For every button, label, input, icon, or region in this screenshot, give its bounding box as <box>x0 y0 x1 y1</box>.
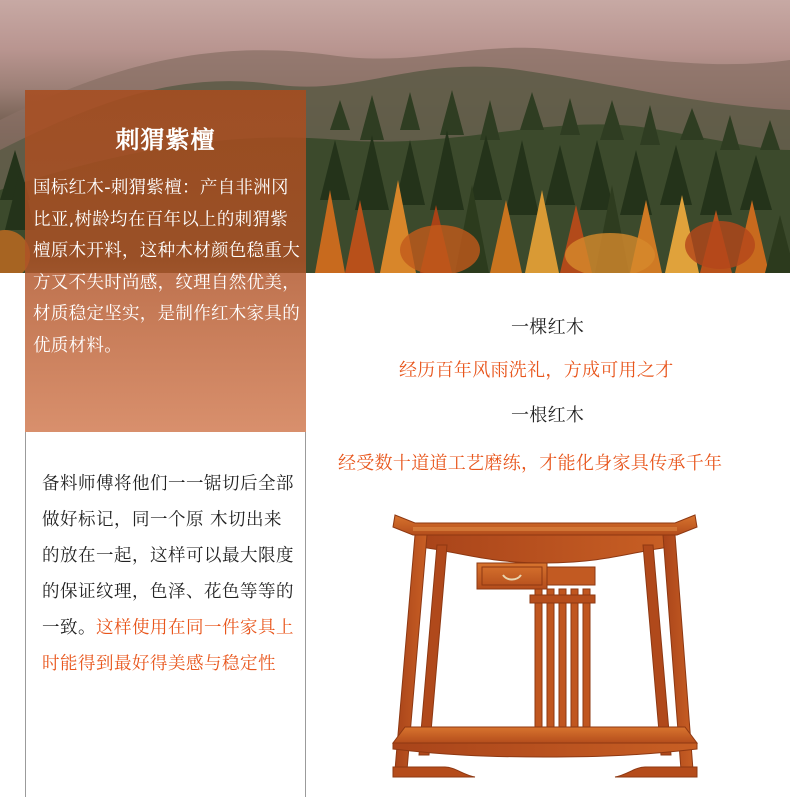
tagline-craft: 经受数十道道工艺磨练，才能化身家具传承千年 <box>338 453 723 474</box>
tagline-one-piece: 一根红木 <box>511 405 585 426</box>
tagline-one-tree: 一棵红木 <box>511 317 585 338</box>
tagline-century: 经历百年风雨洗礼，方成可用之才 <box>399 360 674 381</box>
wood-info-card <box>25 90 306 432</box>
process-description-box <box>25 432 306 797</box>
description-plain-text: 备料师傅将他们一一锯切后全部做好标记，同一个原 木切出来的放在一起，这样可以最大限度的保证纹理，色泽、花色等等的一致。 <box>42 474 294 638</box>
card-body-text: 国标红木-刺猬紫檀：产自非洲冈比亚,树龄均在百年以上的刺猬紫檀原木开料，这种木材颜色稳重大方又不失时尚感，纹理自然优美，材质稳定坚实，是制作红木家具的优质材料。 <box>33 178 300 356</box>
console-table-image <box>385 505 705 790</box>
description-highlight-text: 这样使用在同一件家具上时能得到最好得美感与稳定性 <box>42 618 294 674</box>
card-title: 刺猬紫檀 <box>115 126 216 154</box>
process-description <box>42 466 300 682</box>
